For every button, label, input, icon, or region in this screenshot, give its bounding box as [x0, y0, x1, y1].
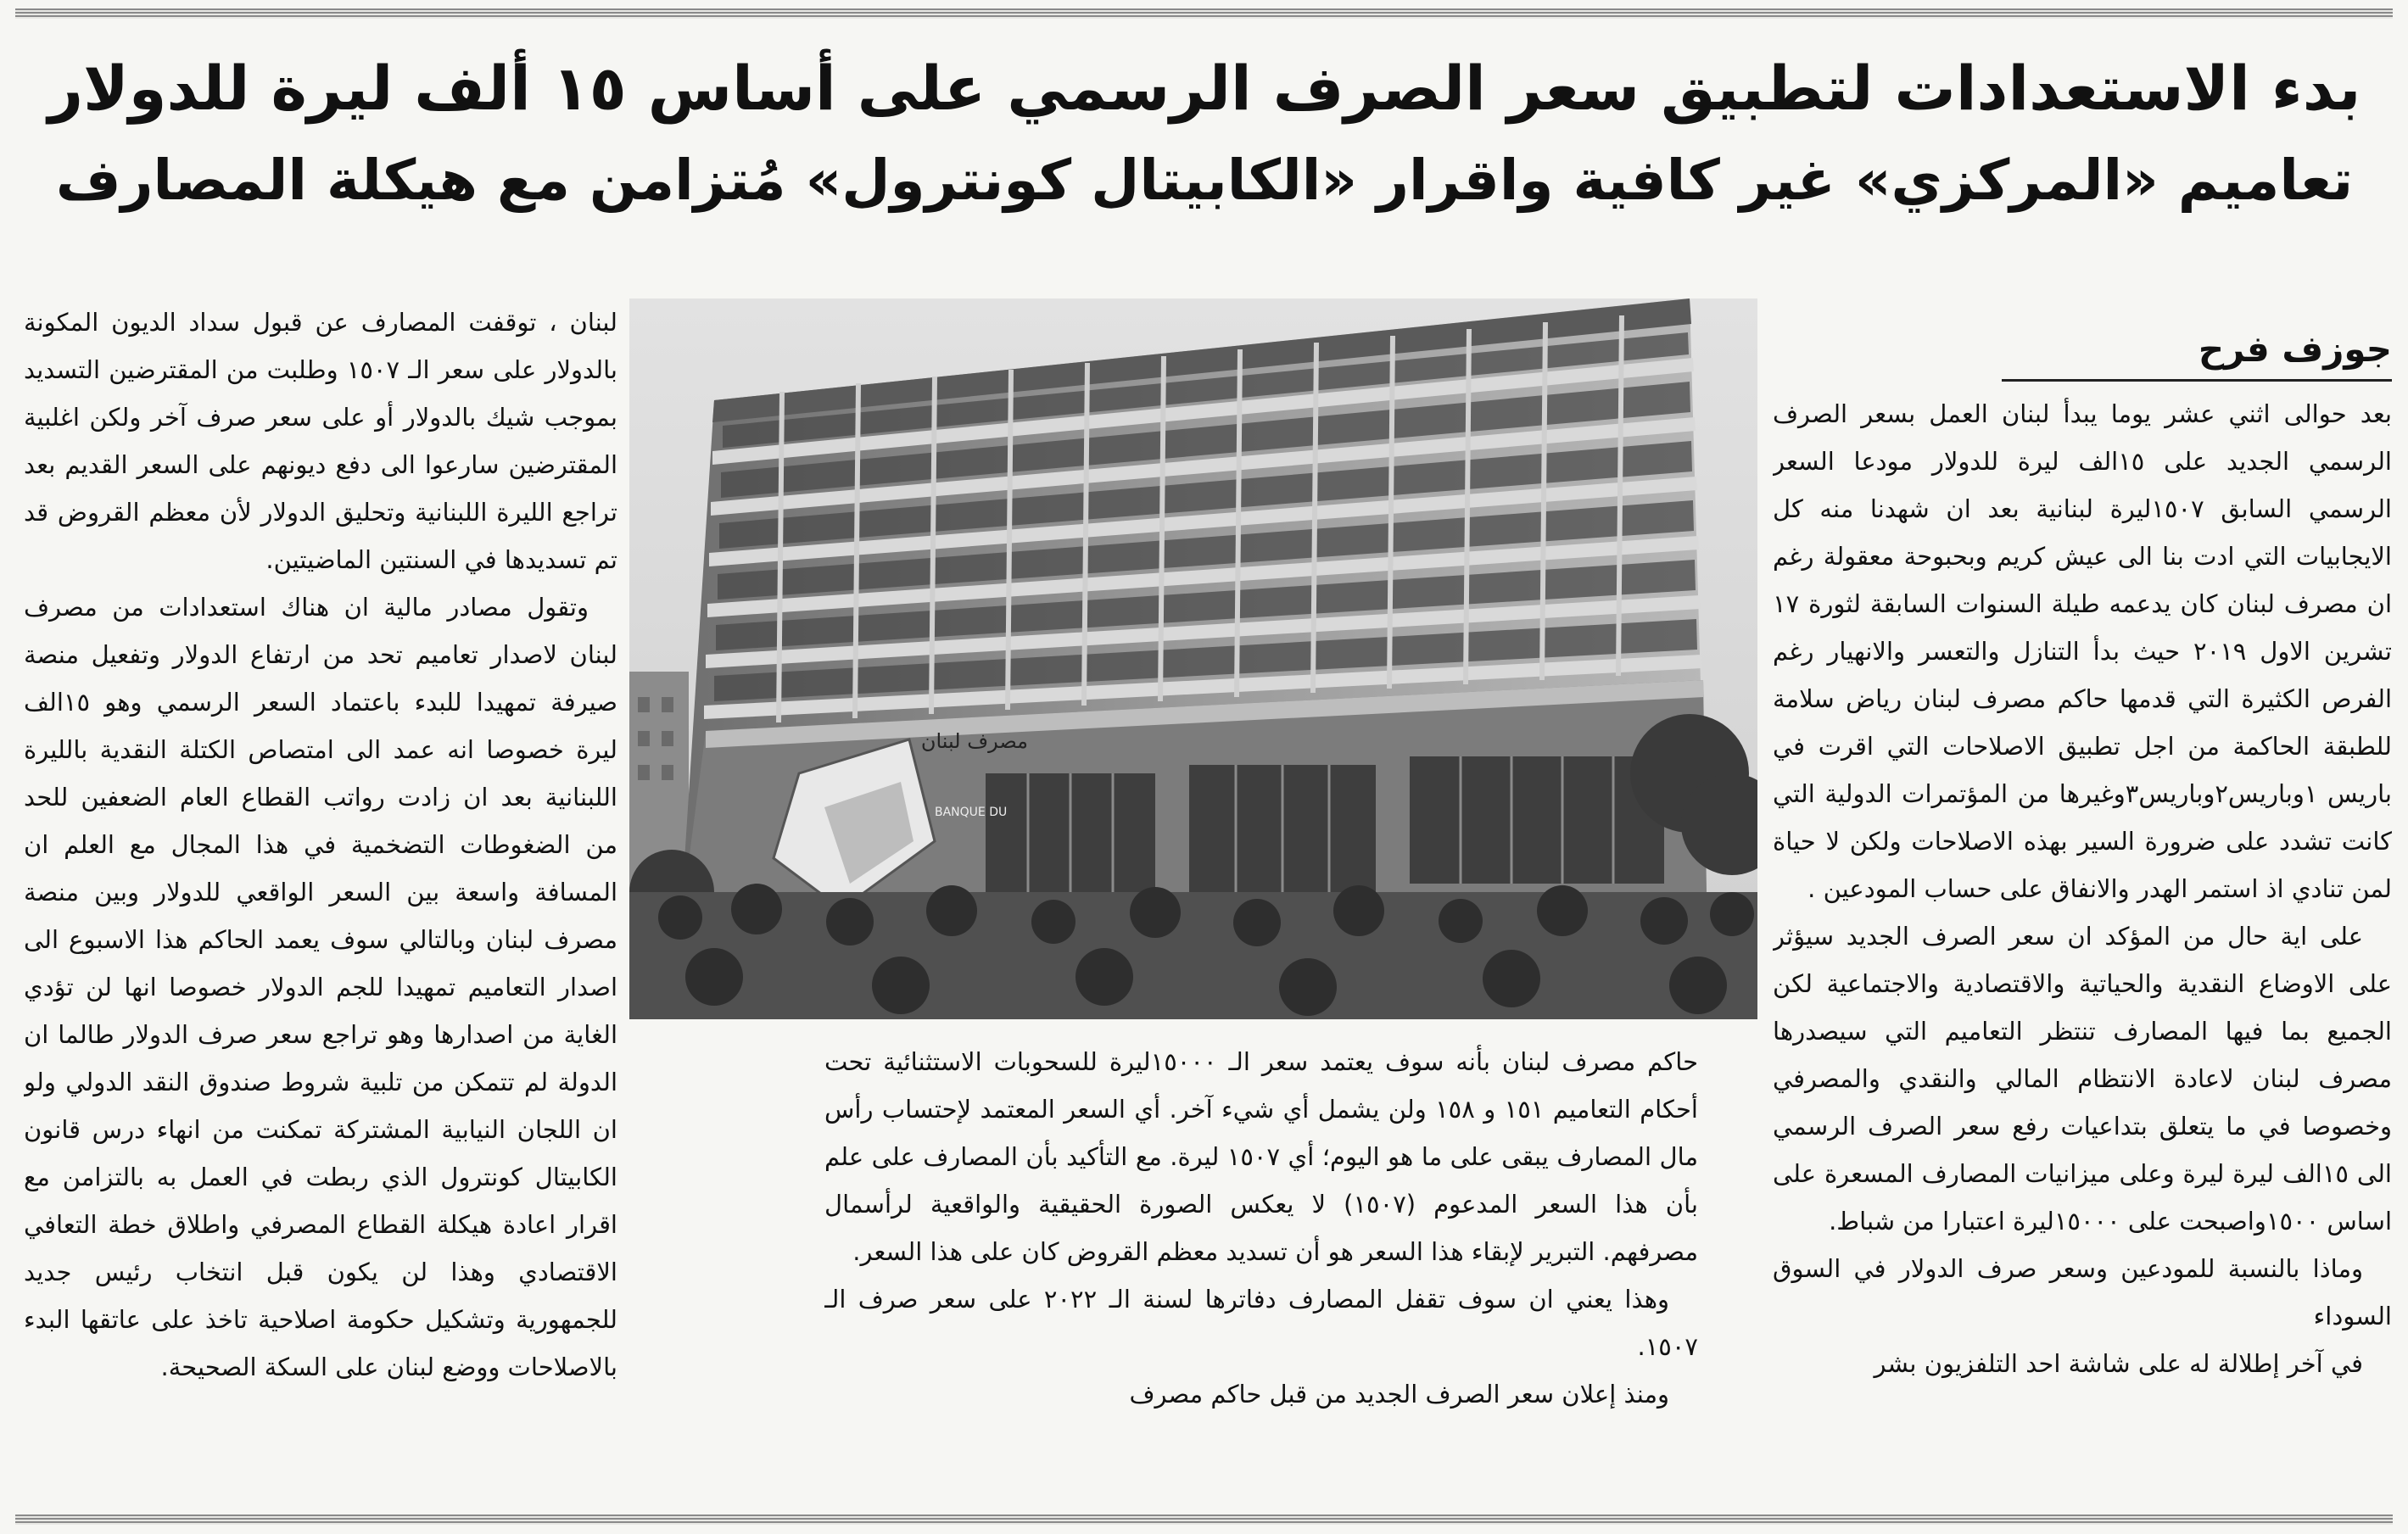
paragraph: حاكم مصرف لبنان بأنه سوف يعتمد سعر الـ ١٥٠٠٠ليرة للسحوبات الاستثنائية تحت أحكام التعاميم ١٥١ و ١٥٨ ولن يشمل أي شيء آخر. أي السعر المعتمد لإحتساب رأس مال المصارف يبقى على ما هو اليوم؛ أي ١٥٠٧ ليرة. مع التأكيد بأن المصارف على علم بأن هذا السعر المدعوم (١٥٠٧) لا يعكس الصورة الحقيقية والواقعية لرأسمال مصرفهم. التبرير لإبقاء هذا السعر هو أن تسديد معظم القروض كان على هذا السعر. [824, 1047, 1698, 1266]
paragraph: في آخر إطلالة له على شاشة احد التلفزيون بشر [1874, 1349, 2363, 1378]
paragraph: على اية حال من المؤكد ان سعر الصرف الجديد سيؤثر على الاوضاع النقدية والحياتية والاقتصادية والاجتماعية لكن الجميع بما فيها المصارف تنتظر التعاميم التي سيصدرها مصرف لبنان لاعادة الانتظام المالي والنقدي والمصرفي وخصوصا في ما يتعلق بتداعيات رفع سعر الصرف الرسمي الى ١٥الف ليرة ليرة وعلى ميزانيات المصارف المسعرة على اساس ١٥٠٠واصبحت على ١٥٠٠٠ليرة اعتبارا من شباط. [1773, 922, 2392, 1236]
article-column-left [24, 298, 617, 1492]
facade-sign: مصرف لبنان [920, 729, 1028, 753]
paragraph: بعد حوالى اثني عشر يوما يبدأ لبنان العمل بسعر الصرف الرسمي الجديد على ١٥الف ليرة للدولار مودعا السعر الرسمي السابق ١٥٠٧ليرة لبنانية بعد ان شهدنا منه كل الايجابيات التي ادت بنا الى عيش كريم وبحبوحة معقولة رغم ان مصرف لبنان كان يدعمه طيلة السنوات السابقة لثورة ١٧ تشرين الاول ٢٠١٩ حيث بدأ التنازل والتعسر والانهيار رغم الفرص الكثيرة التي قدمها حاكم مصرف لبنان رياض سلامة للطبقة الحاكمة من اجل تطبيق الاصلاحات التي اقرت في باريس ١وباريس٢وباريس٣وغيرها من المؤتمرات الدولية التي كانت تشدد على ضرورة السير بهذه الاصلاحات ولكن لا حياة لمن تنادي اذ استمر الهدر والانفاق على حساب المودعين . [1773, 399, 2392, 903]
paragraph: وتقول مصادر مالية ان هناك استعدادات من مصرف لبنان لاصدار تعاميم تحد من ارتفاع الدولار وتفعيل منصة صيرفة تمهيدا للبدء باعتماد السعر الرسمي وهو ١٥الف ليرة خصوصا انه عمد الى امتصاص الكتلة النقدية بالليرة اللبنانية بعد ان زادت رواتب القطاع العام الضعفين للحد من الضغوطات التضخمية في هذا المجال مع العلم ان المسافة واسعة بين السعر الواقعي للدولار وبين منصة مصرف لبنان وبالتالي سوف يعمد الحاكم هذا الاسبوع الى اصدار التعاميم تمهيدا للجم الدولار خصوصا انها لن تؤدي الغاية من اصدارها وهو تراجع سعر صرف الدولار طالما ان الدولة لم تتمكن من تلبية شروط صندوق النقد الدولي ولو ان اللجان النيابية المشتركة تمكنت من انهاء درس قانون الكابيتال كونترول الذي ربطت في العمل به بالتزامن مع اقرار اعادة هيكلة القطاع المصرفي واطلاق خطة التعافي الاقتصادي وهذا لن يكون قبل انتخاب رئيس جديد للجمهورية وتشكيل حكومة اصلاحية تاخذ على عاتقها البدء بالاصلاحات ووضع لبنان على السكة الصحيحة. [24, 593, 617, 1381]
paragraph: وهذا يعني ان سوف تقفل المصارف دفاترها لسنة الـ ٢٠٢٢ على سعر صرف الـ ١٥٠٧. [824, 1285, 1698, 1361]
building-photo [629, 298, 1757, 1019]
article-column-right [1773, 390, 2392, 1492]
paragraph: وماذا بالنسبة للمودعين وسعر صرف الدولار في السوق السوداء [1773, 1254, 2392, 1330]
headline-line-2: تعاميم «المركزي» غير كافية واقرار «الكابيتال كونترول» مُتزامن مع هيكلة المصارف [55, 148, 2354, 213]
paragraph: ومنذ إعلان سعر الصرف الجديد من قبل حاكم مصرف [1129, 1380, 1669, 1408]
bottom-rule [15, 1514, 2393, 1525]
paragraph: لبنان ، توقفت المصارف عن قبول سداد الديون المكونة بالدولار على سعر الـ ١٥٠٧ وطلبت من المقترضين التسديد بموجب شيك بالدولار أو على سعر صرف آخر ولكن اغلبية المقترضين سارعوا الى دفع ديونهم على السعر القديم بعد تراجع الليرة اللبنانية وتحليق الدولار لأن معظم القروض قد تم تسديدها في السنتين الماضيتين. [24, 308, 617, 574]
facade-plaque: BANQUE DU [935, 806, 1008, 819]
article-column-middle [824, 1038, 1698, 1492]
top-rule [15, 8, 2393, 19]
headline-line-1: بدء الاستعدادات لتطبيق سعر الصرف الرسمي على أساس ١٥ ألف ليرة للدولار [47, 53, 2361, 124]
byline-author: جوزف فرح [2002, 324, 2392, 382]
